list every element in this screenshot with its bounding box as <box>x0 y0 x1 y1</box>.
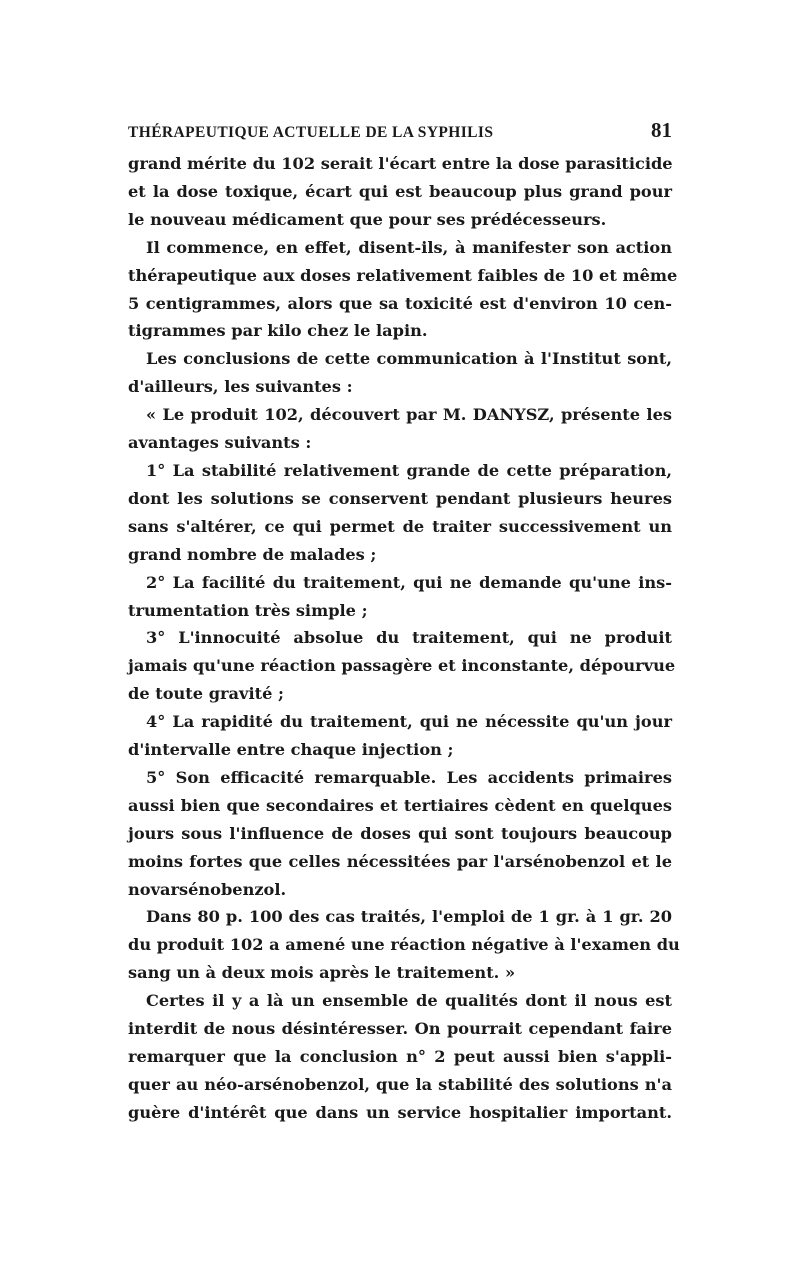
text-line: quer au néo-arsénobenzol, que la stabilité des solutions n'a <box>128 1074 672 1094</box>
text-line: 5° Son efficacité remarquable. Les accidents primaires <box>146 767 672 787</box>
text-line: thérapeutique aux doses relativement faibles de 10 et même <box>128 265 678 285</box>
text-line: tigrammes par kilo chez le lapin. <box>128 321 428 341</box>
text-line: interdit de nous désintéresser. On pourrait cependant faire <box>128 1019 672 1039</box>
text-line: remarquer que la conclusion n° 2 peut aussi bien s'appli- <box>128 1047 672 1066</box>
text-line: d'intervalle entre chaque injection ; <box>128 740 454 760</box>
text-line: jours sous l'influence de doses qui sont toujours beaucoup <box>128 823 672 843</box>
text-line: « Le produit 102, découvert par M. DANYSZ, présente les <box>146 405 672 425</box>
text-line: trumentation très simple ; <box>128 600 368 620</box>
text-line: grand mérite du 102 serait l'écart entre la dose parasiticide <box>128 154 673 173</box>
text-line: sang un à deux mois après le traitement. » <box>128 963 516 983</box>
text-line: le nouveau médicament que pour ses prédécesseurs. <box>128 209 607 229</box>
text-line: avantages suivants : <box>128 433 312 453</box>
text-line: Dans 80 p. 100 des cas traités, l'emploi de 1 gr. à 1 gr. 20 <box>146 907 672 927</box>
text-line: d'ailleurs, les suivantes : <box>128 377 353 397</box>
text-line: novarsénobenzol. <box>128 879 287 899</box>
text-line: grand nombre de malades ; <box>128 544 377 564</box>
page-number: 81 <box>651 118 672 142</box>
text-line: jamais qu'une réaction passagère et inconstante, dépourvue <box>128 656 676 676</box>
running-head: THÉRAPEUTIQUE ACTUELLE DE LA SYPHILIS <box>128 124 494 141</box>
body-text <box>128 150 680 1127</box>
text-line: 4° La rapidité du traitement, qui ne nécessite qu'un jour <box>146 712 672 732</box>
text-line: 5 centigrammes, alors que sa toxicité est d'environ 10 cen- <box>128 293 672 313</box>
text-line: de toute gravité ; <box>128 684 284 704</box>
text-line: et la dose toxique, écart qui est beaucoup plus grand pour <box>128 181 672 201</box>
text-line: dont les solutions se conservent pendant plusieurs heures <box>128 488 672 508</box>
page-header <box>128 118 672 143</box>
text-line: 1° La stabilité relativement grande de cette préparation, <box>146 460 672 480</box>
text-line: sans s'altérer, ce qui permet de traiter successivement un <box>128 516 672 536</box>
text-line: Il commence, en effet, disent-ils, à manifester son action <box>146 237 672 257</box>
text-line: Les conclusions de cette communication à l'Institut sont, <box>146 349 672 369</box>
text-line: 3° L'innocuité absolue du traitement, qui ne produit <box>146 628 672 648</box>
text-line: guère d'intérêt que dans un service hospitalier important. <box>128 1102 672 1122</box>
text-line: aussi bien que secondaires et tertiaires cèdent en quelques <box>128 795 672 815</box>
text-line: Certes il y a là un ensemble de qualités dont il nous est <box>146 991 672 1011</box>
text-line: du produit 102 a amené une réaction négative à l'examen du <box>128 935 680 955</box>
text-line: 2° La facilité du traitement, qui ne demande qu'une ins- <box>146 572 672 592</box>
text-line: moins fortes que celles nécessitées par l'arsénobenzol et le <box>128 851 672 871</box>
